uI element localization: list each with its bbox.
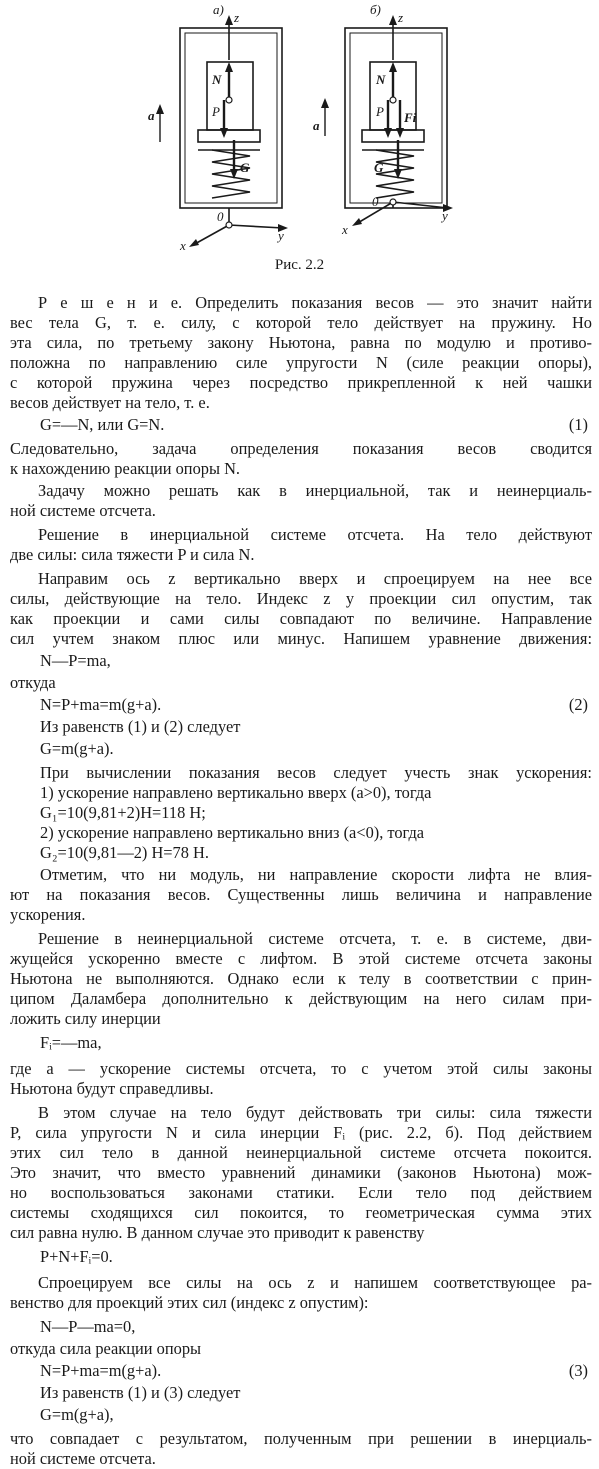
force-label: P — [212, 104, 220, 119]
equation-number: (3) — [568, 1361, 588, 1380]
text-line: но воспользоваться законами статики. Если тело под действием — [10, 1183, 592, 1202]
text-line: Задачу можно решать как в инерциальной, так и неинерциаль- — [38, 481, 592, 500]
force-label: N — [212, 72, 222, 87]
figure-2-2 — [0, 0, 599, 285]
text-line: P, сила упругости N и сила инерции Fᵢ (рис. 2.2, б). Под действием — [10, 1123, 592, 1142]
axis-label: x — [342, 222, 348, 237]
text-line: как проекции и сами силы совпадают по величине. Направление — [10, 609, 592, 628]
text-line: Отметим, что ни модуль, ни направление скорости лифта не влия- — [40, 865, 592, 884]
text-line: жущейся ускоренно вместе с лифтом. В этой системе отсчета законы — [10, 949, 592, 968]
text-line: Fᵢ=—ma, — [40, 1033, 102, 1052]
text-line: 1) ускорение направлено вертикально вверх (a>0), тогда — [40, 783, 432, 802]
text-line: ускорения. — [10, 905, 86, 924]
lift-cabin-b — [345, 28, 447, 208]
text-line: G₁=10(9,81+2)H=118 Н; — [40, 803, 206, 822]
text-line: ют на показания весов. Существенны лишь величина и направление — [10, 885, 592, 904]
text-line: весов действует на тело, т. е. — [10, 393, 210, 412]
text-line: G=—N, или G=N. — [40, 415, 165, 434]
force-label: P — [376, 104, 384, 119]
text-line: силы, действующие на тело. Индекс z у проекции сил опустим, так — [10, 589, 592, 608]
text-line: N=P+ma=m(g+a). — [40, 1361, 162, 1380]
text-line: В этом случае на тело будут действовать три силы: сила тяжести — [38, 1103, 592, 1122]
text-line: с которой пружина через посредство прикрепленной к ней чашки — [10, 373, 592, 392]
panel-a-tag: а) — [213, 2, 224, 17]
text-line: 2) ускорение направлено вертикально вниз (a<0), тогда — [40, 823, 425, 842]
text-line: Из равенств (1) и (3) следует — [40, 1383, 241, 1402]
text-line: G₂=10(9,81—2) Н=78 Н. — [40, 843, 209, 862]
text-line: откуда сила реакции опоры — [10, 1339, 202, 1358]
text-line: вес тела G, т. е. силу, с которой тело действует на пружину. Но — [10, 313, 592, 332]
axis-label: z — [234, 10, 240, 25]
text-line: системы сходящихся сил покоится, то геометрическая сумма этих — [10, 1203, 592, 1222]
figure-caption: Рис. 2.2 — [274, 257, 325, 273]
text-line: Спроецируем все силы на ось z и напишем соответствующее ра- — [38, 1273, 592, 1292]
scale-pan-b — [362, 130, 424, 142]
text-line: ной системе отсчета. — [10, 501, 156, 520]
text-line: ложить силу инерции — [10, 1009, 161, 1028]
text-line: ной системе отсчета. — [10, 1449, 156, 1468]
equation-number: (1) — [568, 415, 588, 434]
lift-cabin-a — [180, 28, 282, 208]
force-label: N — [376, 72, 386, 87]
text-line: Следовательно, задача определения показания весов сводится — [10, 439, 592, 458]
text-line: ципом Даламбера дополнительно к действующим на него силам при- — [10, 989, 592, 1008]
text-line: G=m(g+a). — [40, 739, 114, 758]
text-line: положна по направлению силе упругости N (силе реакции опоры), — [10, 353, 592, 372]
axis-label: 0 — [217, 209, 224, 224]
equation-number: (2) — [568, 695, 588, 714]
force-label: a — [313, 118, 320, 133]
figure-drawing — [0, 0, 599, 285]
text-line: Решение в неинерциальной системе отсчета, т. е. в системе, дви- — [38, 929, 592, 948]
text-line: N—P=ma, — [40, 651, 111, 670]
force-label: Fi — [404, 110, 417, 125]
text-line: венство для проекций этих сил (индекс z опустим): — [10, 1293, 369, 1312]
text-line: откуда — [10, 673, 56, 692]
text-line: P+N+Fᵢ=0. — [40, 1247, 113, 1266]
text-line: Это значит, что вместо уравнений динамики (законов Ньютона) мож- — [10, 1163, 592, 1182]
text-line: к нахождению реакции опоры N. — [10, 459, 241, 478]
text-line: что совпадает с результатом, полученным при решении в инерциаль- — [10, 1429, 592, 1448]
text-line: N—P—ma=0, — [40, 1317, 136, 1336]
text-line: две силы: сила тяжести P и сила N. — [10, 545, 255, 564]
text-line: Направим ось z вертикально вверх и спроецируем на нее все — [38, 569, 592, 588]
axis-label: x — [180, 238, 186, 253]
axis-label: y — [442, 208, 448, 223]
text-line: Ньютона не выполняются. Однако если к телу в соответствии с прин- — [10, 969, 592, 988]
text-line: где a — ускорение системы отсчета, то с учетом этой силы законы — [10, 1059, 592, 1078]
text-line: Р е ш е н и е. Определить показания весов — это значит найти — [38, 293, 592, 312]
text-line: этих сил тело в данной неинерциальной системе отсчета покоится. — [10, 1143, 592, 1162]
panel-b-tag: б) — [370, 2, 381, 17]
force-label: G — [374, 160, 384, 175]
text-line: N=P+ma=m(g+a). — [40, 695, 162, 714]
text-line: эта сила, по третьему закону Ньютона, равна по модулю и противо- — [10, 333, 592, 352]
axis-label: z — [398, 10, 404, 25]
scale-pan-a — [198, 130, 260, 142]
y-axis-a — [229, 225, 283, 228]
text-line: сил учтем знаком плюс или минус. Напишем уравнение движения: — [10, 629, 592, 648]
text-line: G=m(g+a), — [40, 1405, 114, 1424]
text-line: При вычислении показания весов следует учесть знак ускорения: — [40, 763, 592, 782]
axis-label: 0 — [372, 194, 379, 209]
force-label: G — [240, 160, 250, 175]
text-line: Ньютона будут справедливы. — [10, 1079, 214, 1098]
text-line: сил равна нулю. В данном случае это приводит к равенству — [10, 1223, 425, 1242]
text-line: Решение в инерциальной системе отсчета. На тело действуют — [38, 525, 592, 544]
text-line: Из равенств (1) и (2) следует — [40, 717, 241, 736]
axis-label: y — [278, 228, 284, 243]
force-label: a — [148, 108, 155, 123]
x-axis-a — [193, 225, 229, 245]
